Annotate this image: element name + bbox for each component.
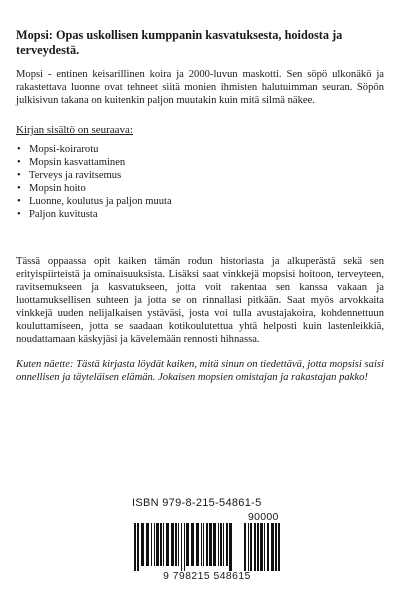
isbn-label: ISBN 979-8-215-54861-5	[132, 497, 262, 509]
barcode-addon-bar	[248, 523, 249, 571]
barcode-bar	[218, 523, 219, 566]
barcode-bar	[166, 523, 169, 566]
barcode-addon-bar	[264, 523, 265, 571]
barcode-bar	[206, 523, 208, 566]
closing-paragraph: Kuten näette: Tästä kirjasta löydät kaiken, mitä sinun on tiedettävä, jotta mopsisi saisi onnellisen ja täyteläisen elämän. Jokaisen mopsien omistajan ja rakastajan pakko!	[16, 359, 384, 383]
body-paragraph: Tässä oppaassa opit kaiken tämän rodun historiasta ja alkuperästä sekä sen erityispiirteistä ja ominaisuuksista. Lisäksi saat vinkkejä mopsisi hoitoon, terveyteen, ravitsemukseen ja kasvatukseen, jotta voit rakentaa sen kanssa vakaan ja luottamuksellisen suhteen ja jotta se on rinnallasi pitkään. Saat myös arvokkaita vinkkejä uuden nelijalkaisen ystäväsi, josta voi tulla avustajakoira, kohdennettuun kouluttamiseen, jotta se saadaan kotikoulutettua yhtä helposti kuin lastenleikkiä, noudattamaan käskyjäsi ja kävelemään rennosti hihnassa.	[16, 256, 384, 345]
barcode-bar	[184, 523, 185, 571]
barcode-bar	[220, 523, 222, 566]
barcode-addon-bar	[267, 523, 269, 571]
barcode-bars	[132, 523, 282, 571]
barcode-bar	[223, 523, 224, 566]
barcode-addon-bar	[254, 523, 256, 571]
barcode-bar	[186, 523, 189, 566]
barcode-bar	[163, 523, 164, 566]
contents-list	[16, 143, 384, 221]
barcode-bar	[229, 523, 232, 571]
list-item: • Mopsi-koirarotu	[16, 143, 384, 156]
contents-heading: Kirjan sisältö on seuraava:	[16, 124, 133, 136]
barcode-addon-bar	[244, 523, 246, 571]
barcode-bar	[196, 523, 199, 566]
back-cover-text	[16, 28, 384, 384]
barcode-addon-bar	[250, 523, 252, 571]
list-item: • Terveys ja ravitsemus	[16, 169, 384, 182]
barcode-bar	[213, 523, 216, 566]
barcode-addon-bar	[271, 523, 274, 571]
barcode-bar	[175, 523, 177, 566]
barcode-bar	[171, 523, 174, 566]
barcode-bar	[156, 523, 159, 566]
list-item: • Mopsin hoito	[16, 182, 384, 195]
barcode-bar	[201, 523, 202, 566]
barcode-number: 9 798215 548615	[163, 571, 251, 582]
list-item: • Paljon kuvitusta	[16, 208, 384, 221]
barcode-addon-bar	[260, 523, 263, 571]
barcode-bar	[160, 523, 162, 566]
barcode-bar	[226, 523, 228, 566]
list-item: • Mopsin kasvattaminen	[16, 156, 384, 169]
book-title: Mopsi: Opas uskollisen kumppanin kasvatuksesta, hoidosta ja terveydestä.	[16, 28, 343, 57]
intro-paragraph: Mopsi - entinen keisarillinen koira ja 2000-luvun maskotti. Sen söpö ulkonäkö ja rakastettava luonne ovat tehneet siitä monien ihmisten halutuimman seuran. Söpön julkisivun takana on kuitenkin paljon muutakin kuin mitä silmä näkee.	[16, 69, 384, 106]
barcode-bar	[154, 523, 155, 566]
barcode-bar	[137, 523, 139, 571]
barcode-bar	[209, 523, 212, 566]
barcode-bar	[203, 523, 204, 566]
barcode-addon-bar	[278, 523, 280, 571]
barcode-bar	[181, 523, 182, 571]
price-code: 90000	[248, 511, 279, 523]
barcode-bar	[178, 523, 179, 566]
barcode-bar	[134, 523, 136, 571]
barcode-bar	[191, 523, 194, 566]
barcode-bar	[141, 523, 144, 566]
list-item: • Luonne, koulutus ja paljon muuta	[16, 195, 384, 208]
barcode-addon-bar	[275, 523, 277, 571]
isbn-barcode	[132, 497, 282, 582]
barcode-bar	[146, 523, 149, 566]
barcode-bar	[151, 523, 152, 566]
barcode-addon-bar	[257, 523, 259, 571]
